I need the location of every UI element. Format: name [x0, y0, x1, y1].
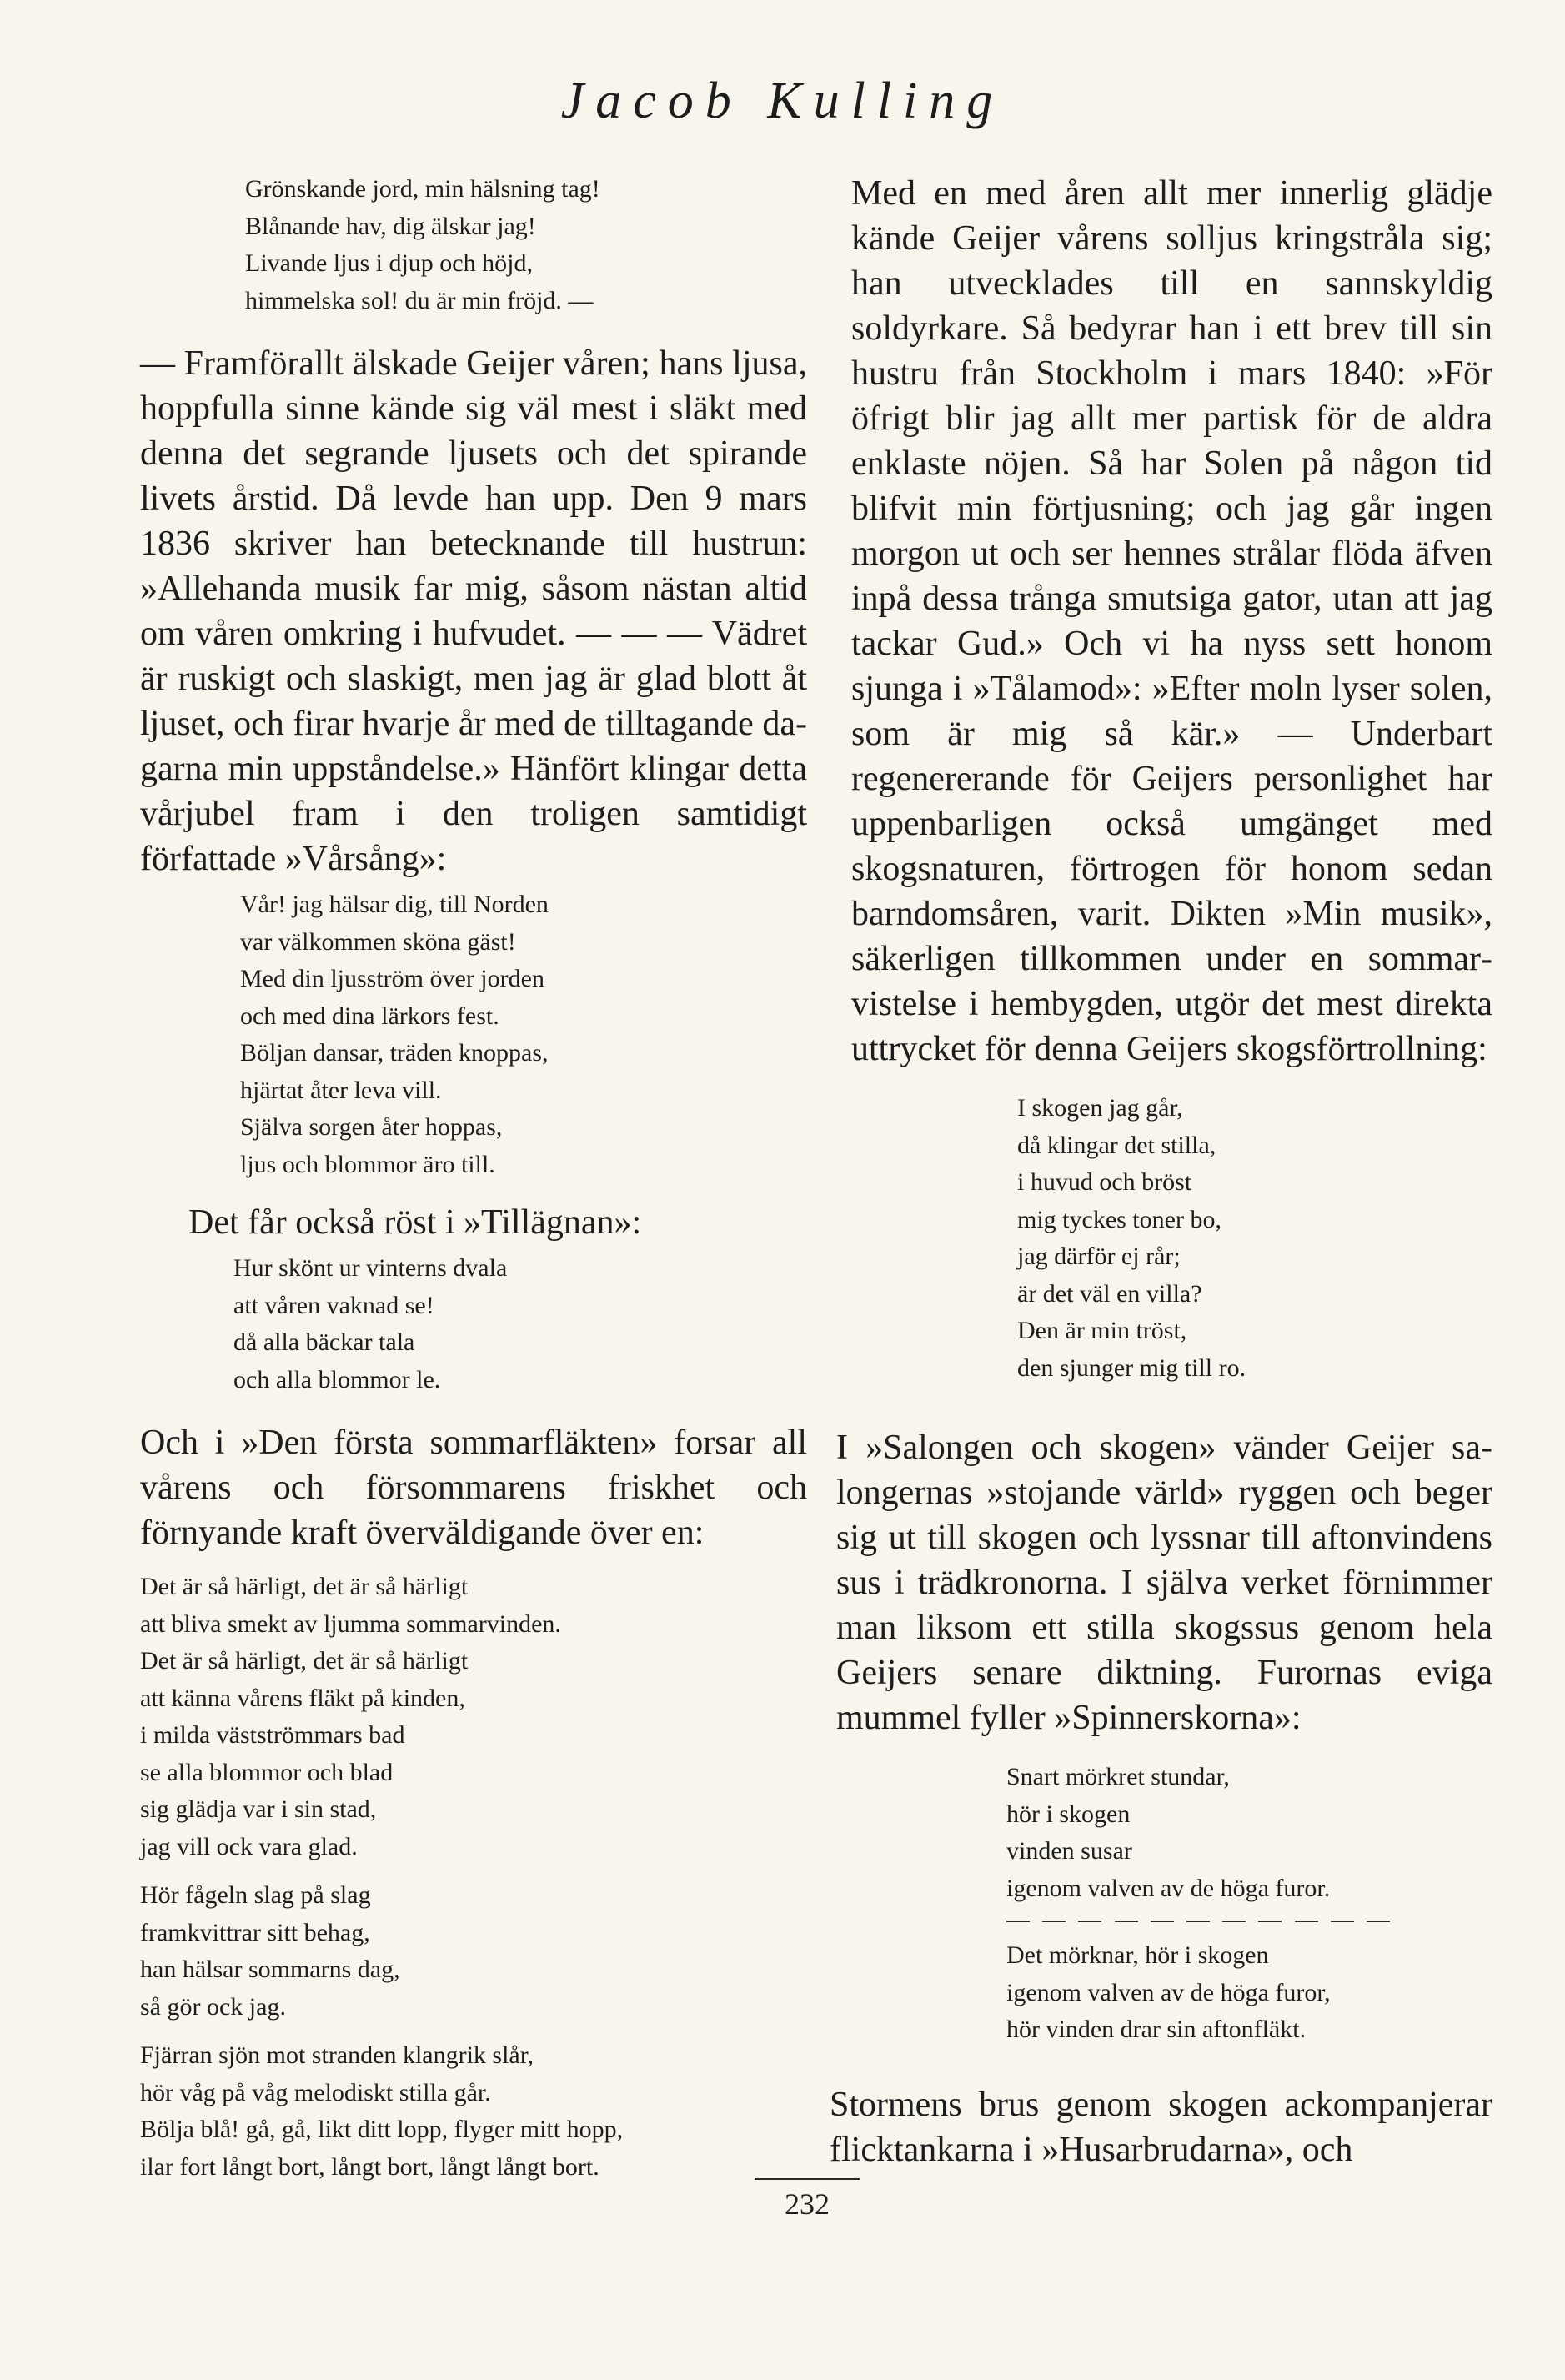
verse-line: se alla blommor och blad [140, 1758, 394, 1786]
paragraph-tillagnan: Det får också röst i »Tillägnan»: [188, 1203, 642, 1242]
verse-line: igenom valven av de höga furor. [1006, 1874, 1331, 1902]
verse-line: mig tyckes toner bo, [1017, 1205, 1221, 1233]
running-head-author: Jacob Kulling [560, 73, 1005, 129]
verse-line: han hälsar sommarns dag, [140, 1956, 400, 1983]
verse-line: Snart mörkret stundar, [1006, 1763, 1230, 1790]
page-number: 232 [785, 2187, 830, 2221]
verse-min-musik [1017, 1090, 1492, 1387]
right-column [830, 171, 1492, 2172]
verse-sommarflakten-1 [140, 1569, 807, 1865]
verse-line: Bölja blå! gå, gå, likt ditt lopp, flyger mitt hopp, [140, 2116, 624, 2143]
folio-rule [755, 2178, 860, 2180]
verse-line: Den är min tröst, [1017, 1317, 1187, 1344]
verse-line: då klingar det stilla, [1017, 1131, 1216, 1159]
dashed-separator [1006, 1921, 1390, 1922]
verse-line: ilar fort långt bort, långt bort, långt långt bort. [140, 2152, 599, 2181]
verse-line: var välkommen sköna gäst! [240, 927, 516, 956]
verse-line: himmelska sol! du är min fröjd. — [245, 286, 594, 314]
verse-line: Grönskande jord, min hälsning tag! [245, 175, 600, 203]
verse-spinnerskorna-1 [1006, 1759, 1492, 1907]
paragraph-salongen: I »Salongen och skogen» vänder Geijer salongernas »stojande värld» ryggen och beger sig ut till skogen och lyssnar till aftonvindens sus i trädkronorna. I själva verket förnimmer man liksom ett stilla skogssus genom hela Geijers senare diktning. Furornas eviga mummel fyller »Spinnerskorna»: [836, 1429, 1492, 1737]
verse-line: Hör fågeln slag på slag [140, 1881, 371, 1909]
verse-line: att våren vaknad se! [233, 1291, 434, 1319]
paragraph-soldyrkare: Med en med åren allt mer innerlig glädje kände Geijer vårens solljus kringstråla sig; han utvecklades till en sannskyldig soldyrkare. Så bedyrar han i ett brev till sin hustru från Stockholm i mars 1840: »För öfrigt blir jag allt mer partisk för de aldra enklaste nöjen. Så har Solen på någon tid blifvit min förtjusning; och jag går ingen morgon ut och ser hennes strålar flöda äfven inpå dessa trånga smutsiga gator, utan att jag tackar Gud.» Och vi ha nyss sett honom sjunga i »Tålamod»: »Efter moln lyser solen, som är mig så kär.» — Underbart regenererande för Geijers personlighet har uppenbarligen också umgänget med skogsnaturen, förtrogen för honom sedan barndomsåren, varit. Dikten »Min musik», säkerligen tillkommen under en sommarvistelse i hembygden, utgör det mest direkta uttrycket för denna Geijers skogsförtrollning: [851, 174, 1492, 1068]
verse-sommarflakten-2 [140, 1877, 807, 2026]
verse-line: hör vinden drar sin aftonfläkt. [1006, 2016, 1307, 2043]
verse-spinnerskorna-2 [1006, 1937, 1492, 2049]
verse-line: hjärtat åter leva vill. [240, 1076, 442, 1104]
verse-line: att känna vårens fläkt på kinden, [140, 1684, 465, 1712]
verse-line: och alla blommor le. [233, 1365, 441, 1393]
verse-line: att bliva smekt av ljumma sommarvinden. [140, 1609, 561, 1638]
verse-line: vinden susar [1006, 1837, 1132, 1865]
verse-line: sig glädja var i sin stad, [140, 1795, 377, 1823]
verse-gronskande-jord [245, 171, 807, 319]
verse-line: i huvud och bröst [1017, 1168, 1192, 1196]
verse-tillagnan [233, 1250, 807, 1398]
verse-line: Med din ljusström över jorden [240, 965, 544, 992]
verse-line: Själva sorgen åter hoppas, [240, 1113, 503, 1141]
verse-line: i milda västströmmars bad [140, 1721, 405, 1749]
paragraph-sommarflakten: Och i »Den första sommarfläkten» forsar all vårens och försommarens friskhet och förnyande kraft överväldigande över en: [140, 1423, 807, 1552]
verse-line: är det väl en villa? [1017, 1279, 1202, 1308]
verse-varsang [240, 886, 807, 1183]
paragraph-husarbrudarna: Stormens brus genom skogen ackompanjerar flicktankarna i »Husarbrudarna», och [830, 2085, 1492, 2169]
verse-line: Det är så härligt, det är så härligt [140, 1573, 469, 1600]
verse-line: Böljan dansar, träden knoppas, [240, 1039, 549, 1067]
verse-line: Blånande hav, dig älskar jag! [245, 212, 536, 240]
verse-line: hör våg på våg melodiskt stilla går. [140, 2078, 491, 2106]
verse-line: Vår! jag hälsar dig, till Norden [240, 891, 549, 918]
verse-line: då alla bäckar tala [233, 1328, 415, 1356]
verse-line: jag vill ock vara glad. [140, 1832, 358, 1860]
verse-line: Fjärran sjön mot stranden klangrik slår, [140, 2041, 534, 2069]
verse-line: Livande ljus i djup och höjd, [245, 249, 533, 277]
verse-line: jag därför ej rår; [1017, 1243, 1181, 1270]
verse-line: Det är så härligt, det är så härligt [140, 1647, 469, 1675]
left-column [140, 171, 807, 2186]
paragraph-varen: — Framförallt älskade Geijer våren; hans ljusa, hoppfulla sinne kände sig väl mest i släkt med denna det segrande ljusets och det spirande livets årstid. Då levde han upp. Den 9 mars 1836 skriver han betecknande till hustrun: »Allehanda musik far mig, såsom nästan altid om våren omkring i hufvudet. — — — Vädret är ruskigt och slaskigt, men jag är glad blott åt ljuset, och firar hvarje år med de tilltagande dagarna min uppståndelse.» Hänfört klingar detta vårjubel fram i den troligen samtidigt författade »Vårsång»: [140, 344, 807, 878]
verse-line: igenom valven av de höga furor, [1006, 1978, 1331, 2006]
verse-line: så gör ock jag. [140, 1992, 286, 2021]
verse-line: framkvittrar sitt behag, [140, 1918, 370, 1946]
verse-line: och med dina lärkors fest. [240, 1002, 499, 1030]
verse-line: den sjunger mig till ro. [1017, 1353, 1246, 1382]
verse-line: hör i skogen [1006, 1800, 1131, 1828]
verse-line: Hur skönt ur vinterns dvala [233, 1254, 508, 1282]
verse-line: ljus och blommor äro till. [240, 1150, 495, 1178]
verse-sommarflakten-3 [140, 2037, 807, 2186]
verse-line: Det mörknar, hör i skogen [1006, 1941, 1269, 1969]
verse-line: I skogen jag går, [1017, 1094, 1183, 1122]
